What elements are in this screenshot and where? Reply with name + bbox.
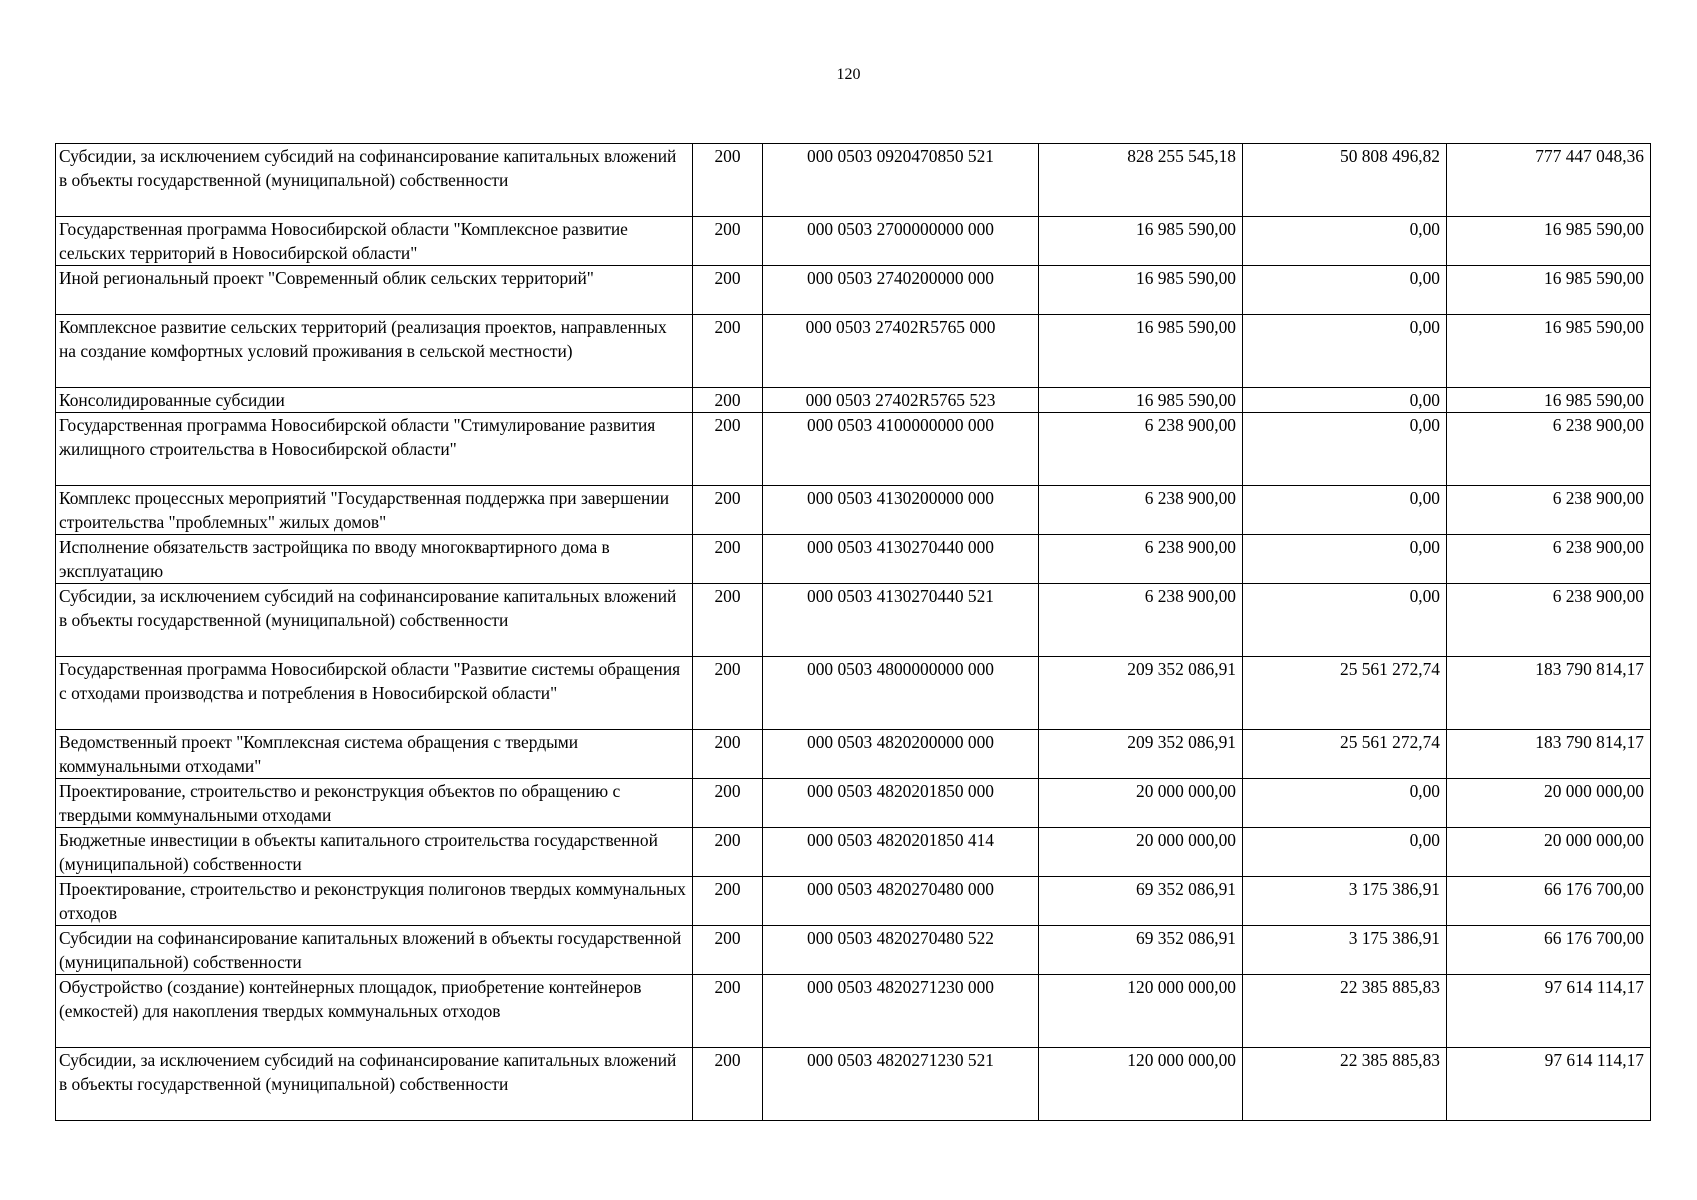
- row-classification-cell: 000 0503 4820201850 000: [763, 779, 1039, 828]
- row-unexecuted-cell: 20 000 000,00: [1447, 828, 1651, 877]
- row-unexecuted-cell: 66 176 700,00: [1447, 926, 1651, 975]
- row-approved-cell: 16 985 590,00: [1039, 217, 1243, 266]
- row-code-cell: 200: [693, 413, 763, 486]
- table-row: [56, 486, 1651, 535]
- row-approved-cell: 69 352 086,91: [1039, 926, 1243, 975]
- row-code-cell: 200: [693, 657, 763, 730]
- row-name-cell: Исполнение обязательств застройщика по вводу многоквартирного дома в эксплуатацию: [56, 535, 693, 584]
- row-unexecuted-cell: 6 238 900,00: [1447, 486, 1651, 535]
- row-approved-cell: 828 255 545,18: [1039, 144, 1243, 217]
- row-name-cell: Субсидии, за исключением субсидий на софинансирование капитальных вложений в объекты государственной (муниципальной) собственности: [56, 584, 693, 657]
- row-classification-cell: 000 0503 0920470850 521: [763, 144, 1039, 217]
- row-name-cell: Государственная программа Новосибирской области "Комплексное развитие сельских территорий в Новосибирской области": [56, 217, 693, 266]
- row-name-cell: Проектирование, строительство и реконструкция объектов по обращению с твердыми коммунальными отходами: [56, 779, 693, 828]
- row-executed-cell: 22 385 885,83: [1243, 975, 1447, 1048]
- table-row: [56, 388, 1651, 413]
- row-executed-cell: 22 385 885,83: [1243, 1048, 1447, 1121]
- table-row: [56, 1048, 1651, 1121]
- row-classification-cell: 000 0503 27402R5765 523: [763, 388, 1039, 413]
- row-executed-cell: 0,00: [1243, 217, 1447, 266]
- row-unexecuted-cell: 6 238 900,00: [1447, 584, 1651, 657]
- row-classification-cell: 000 0503 27402R5765 000: [763, 315, 1039, 388]
- row-code-cell: 200: [693, 975, 763, 1048]
- row-classification-cell: 000 0503 2740200000 000: [763, 266, 1039, 315]
- table-row: [56, 657, 1651, 730]
- row-name-cell: Бюджетные инвестиции в объекты капитального строительства государственной (муниципальной) собственности: [56, 828, 693, 877]
- row-classification-cell: 000 0503 4130200000 000: [763, 486, 1039, 535]
- row-unexecuted-cell: 777 447 048,36: [1447, 144, 1651, 217]
- row-name-cell: Комплекс процессных мероприятий "Государственная поддержка при завершении строительства "проблемных" жилых домов": [56, 486, 693, 535]
- row-approved-cell: 20 000 000,00: [1039, 779, 1243, 828]
- table-row: [56, 975, 1651, 1048]
- row-code-cell: 200: [693, 535, 763, 584]
- row-classification-cell: 000 0503 4130270440 000: [763, 535, 1039, 584]
- row-classification-cell: 000 0503 4800000000 000: [763, 657, 1039, 730]
- table-row: [56, 413, 1651, 486]
- row-name-cell: Государственная программа Новосибирской области "Стимулирование развития жилищного строительства в Новосибирской области": [56, 413, 693, 486]
- row-approved-cell: 120 000 000,00: [1039, 975, 1243, 1048]
- row-name-cell: Иной региональный проект "Современный облик сельских территорий": [56, 266, 693, 315]
- table-row: [56, 828, 1651, 877]
- row-code-cell: 200: [693, 584, 763, 657]
- table-row: [56, 730, 1651, 779]
- row-approved-cell: 16 985 590,00: [1039, 388, 1243, 413]
- row-unexecuted-cell: 16 985 590,00: [1447, 315, 1651, 388]
- row-unexecuted-cell: 16 985 590,00: [1447, 217, 1651, 266]
- row-name-cell: Проектирование, строительство и реконструкция полигонов твердых коммунальных отходов: [56, 877, 693, 926]
- row-code-cell: 200: [693, 266, 763, 315]
- table-row: [56, 315, 1651, 388]
- row-classification-cell: 000 0503 4130270440 521: [763, 584, 1039, 657]
- row-approved-cell: 6 238 900,00: [1039, 486, 1243, 535]
- row-classification-cell: 000 0503 4820270480 522: [763, 926, 1039, 975]
- table-row: [56, 266, 1651, 315]
- row-code-cell: 200: [693, 779, 763, 828]
- row-name-cell: Государственная программа Новосибирской области "Развитие системы обращения с отходами производства и потребления в Новосибирской области": [56, 657, 693, 730]
- row-executed-cell: 0,00: [1243, 388, 1447, 413]
- row-executed-cell: 0,00: [1243, 486, 1447, 535]
- row-code-cell: 200: [693, 730, 763, 779]
- row-code-cell: 200: [693, 388, 763, 413]
- row-code-cell: 200: [693, 926, 763, 975]
- row-code-cell: 200: [693, 486, 763, 535]
- row-executed-cell: 0,00: [1243, 413, 1447, 486]
- table-row: [56, 217, 1651, 266]
- row-executed-cell: 25 561 272,74: [1243, 657, 1447, 730]
- row-unexecuted-cell: 16 985 590,00: [1447, 388, 1651, 413]
- row-name-cell: Обустройство (создание) контейнерных площадок, приобретение контейнеров (емкостей) для накопления твердых коммунальных отходов: [56, 975, 693, 1048]
- row-approved-cell: 16 985 590,00: [1039, 266, 1243, 315]
- row-code-cell: 200: [693, 217, 763, 266]
- row-approved-cell: 120 000 000,00: [1039, 1048, 1243, 1121]
- row-name-cell: Консолидированные субсидии: [56, 388, 693, 413]
- row-executed-cell: 0,00: [1243, 828, 1447, 877]
- row-code-cell: 200: [693, 144, 763, 217]
- row-classification-cell: 000 0503 2700000000 000: [763, 217, 1039, 266]
- row-name-cell: Субсидии, за исключением субсидий на софинансирование капитальных вложений в объекты государственной (муниципальной) собственности: [56, 1048, 693, 1121]
- table-row: [56, 926, 1651, 975]
- row-name-cell: Комплексное развитие сельских территорий (реализация проектов, направленных на создание комфортных условий проживания в сельской местности): [56, 315, 693, 388]
- table-row: [56, 535, 1651, 584]
- row-unexecuted-cell: 66 176 700,00: [1447, 877, 1651, 926]
- table-row: [56, 584, 1651, 657]
- budget-table: [55, 143, 1651, 1121]
- row-classification-cell: 000 0503 4820270480 000: [763, 877, 1039, 926]
- row-unexecuted-cell: 97 614 114,17: [1447, 975, 1651, 1048]
- row-name-cell: Субсидии на софинансирование капитальных вложений в объекты государственной (муниципальной) собственности: [56, 926, 693, 975]
- row-classification-cell: 000 0503 4820271230 521: [763, 1048, 1039, 1121]
- row-approved-cell: 20 000 000,00: [1039, 828, 1243, 877]
- row-unexecuted-cell: 16 985 590,00: [1447, 266, 1651, 315]
- row-name-cell: Ведомственный проект "Комплексная система обращения с твердыми коммунальными отходами": [56, 730, 693, 779]
- row-classification-cell: 000 0503 4820200000 000: [763, 730, 1039, 779]
- row-executed-cell: 0,00: [1243, 584, 1447, 657]
- row-executed-cell: 3 175 386,91: [1243, 926, 1447, 975]
- row-unexecuted-cell: 6 238 900,00: [1447, 413, 1651, 486]
- row-approved-cell: 16 985 590,00: [1039, 315, 1243, 388]
- row-executed-cell: 25 561 272,74: [1243, 730, 1447, 779]
- row-executed-cell: 0,00: [1243, 535, 1447, 584]
- row-approved-cell: 209 352 086,91: [1039, 730, 1243, 779]
- row-unexecuted-cell: 6 238 900,00: [1447, 535, 1651, 584]
- row-unexecuted-cell: 20 000 000,00: [1447, 779, 1651, 828]
- row-executed-cell: 0,00: [1243, 315, 1447, 388]
- row-unexecuted-cell: 183 790 814,17: [1447, 657, 1651, 730]
- row-unexecuted-cell: 97 614 114,17: [1447, 1048, 1651, 1121]
- table-row: [56, 144, 1651, 217]
- row-executed-cell: 0,00: [1243, 266, 1447, 315]
- row-classification-cell: 000 0503 4820271230 000: [763, 975, 1039, 1048]
- table-row: [56, 779, 1651, 828]
- row-approved-cell: 6 238 900,00: [1039, 413, 1243, 486]
- table-row: [56, 877, 1651, 926]
- row-unexecuted-cell: 183 790 814,17: [1447, 730, 1651, 779]
- row-executed-cell: 3 175 386,91: [1243, 877, 1447, 926]
- row-approved-cell: 209 352 086,91: [1039, 657, 1243, 730]
- row-classification-cell: 000 0503 4820201850 414: [763, 828, 1039, 877]
- budget-table-body: [56, 144, 1651, 1121]
- row-executed-cell: 50 808 496,82: [1243, 144, 1447, 217]
- row-name-cell: Субсидии, за исключением субсидий на софинансирование капитальных вложений в объекты государственной (муниципальной) собственности: [56, 144, 693, 217]
- row-code-cell: 200: [693, 828, 763, 877]
- row-code-cell: 200: [693, 315, 763, 388]
- row-executed-cell: 0,00: [1243, 779, 1447, 828]
- row-code-cell: 200: [693, 877, 763, 926]
- page-number: 120: [836, 66, 861, 83]
- row-approved-cell: 6 238 900,00: [1039, 584, 1243, 657]
- row-classification-cell: 000 0503 4100000000 000: [763, 413, 1039, 486]
- row-code-cell: 200: [693, 1048, 763, 1121]
- row-approved-cell: 6 238 900,00: [1039, 535, 1243, 584]
- row-approved-cell: 69 352 086,91: [1039, 877, 1243, 926]
